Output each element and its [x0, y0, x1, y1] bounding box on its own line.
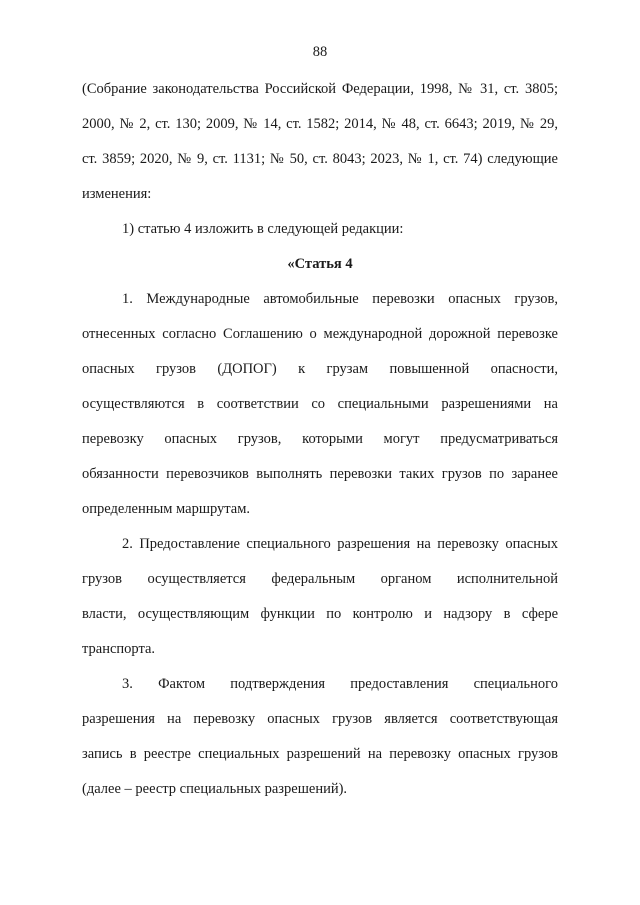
text-line: опасных грузов (ДОПОГ) к грузам повышенной опасности,	[82, 361, 558, 377]
text-line: (далее – реестр специальных разрешений).	[82, 781, 348, 797]
text-line: осуществляются в соответствии со специальными разрешениями на	[82, 396, 558, 412]
text-line: запись в реестре специальных разрешений на перевозку опасных грузов	[82, 746, 558, 762]
article-heading: «Статья 4	[287, 256, 353, 272]
text-line: 1) статью 4 изложить в следующей редакции:	[122, 221, 404, 237]
text-line: транспорта.	[82, 641, 156, 657]
text-line: изменения:	[82, 186, 152, 202]
text-line: власти, осуществляющим функции по контролю и надзору в сфере	[82, 606, 558, 622]
text-line: 1. Международные автомобильные перевозки опасных грузов,	[122, 291, 558, 307]
text-line: 2. Предоставление специального разрешения на перевозку опасных	[122, 536, 558, 552]
text-line: перевозку опасных грузов, которыми могут предусматриваться	[82, 431, 558, 447]
text-line: (Собрание законодательства Российской Федерации, 1998, № 31, ст. 3805;	[82, 81, 558, 97]
text-line: отнесенных согласно Соглашению о международной дорожной перевозке	[82, 326, 558, 342]
text-line: разрешения на перевозку опасных грузов является соответствующая	[82, 711, 558, 727]
text-line: 2000, № 2, ст. 130; 2009, № 14, ст. 1582; 2014, № 48, ст. 6643; 2019, № 29,	[82, 116, 558, 132]
page-number: 88	[312, 44, 328, 60]
text-line: обязанности перевозчиков выполнять перевозки таких грузов по заранее	[82, 466, 558, 482]
text-line: ст. 3859; 2020, № 9, ст. 1131; № 50, ст. 8043; 2023, № 1, ст. 74) следующие	[82, 151, 558, 167]
text-line: грузов осуществляется федеральным органом исполнительной	[82, 571, 558, 587]
text-line: 3. Фактом подтверждения предоставления специального	[122, 676, 558, 692]
text-line: определенным маршрутам.	[82, 501, 251, 517]
